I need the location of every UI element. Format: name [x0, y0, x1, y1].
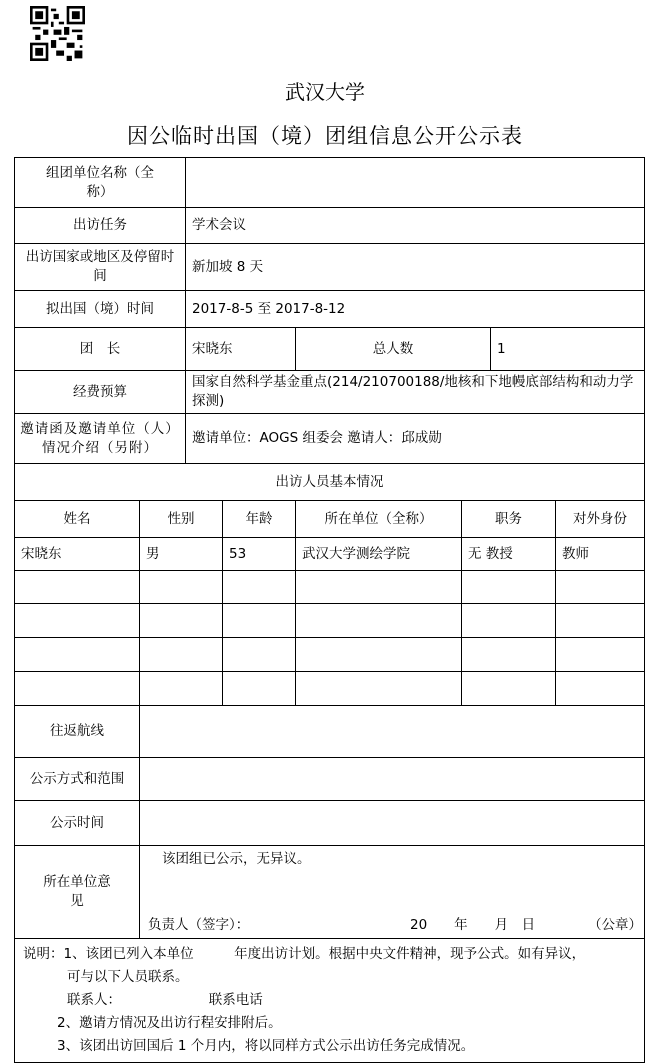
header-position: 职务 — [462, 501, 556, 538]
header-gender: 性别 — [140, 501, 223, 538]
member-age — [223, 672, 296, 706]
member-unit — [296, 571, 462, 604]
country-value: 新加坡 8 天 — [186, 244, 645, 291]
page-title: 因公临时出国（境）团组信息公开公示表 — [127, 124, 523, 148]
method-label: 公示方式和范围 — [15, 758, 140, 801]
task-label: 出访任务 — [15, 208, 186, 244]
member-identity: 教师 — [556, 538, 645, 571]
opinion-text: 该团组已公示，无异议。 — [162, 851, 311, 867]
route-value — [140, 706, 645, 758]
route-label: 往返航线 — [15, 706, 140, 758]
leader-value: 宋晓东 — [186, 328, 296, 371]
members-section-title: 出访人员基本情况 — [15, 464, 645, 501]
notes — [15, 939, 645, 1063]
header-unit: 所在单位（全称） — [296, 501, 462, 538]
member-unit — [296, 672, 462, 706]
table-row — [15, 571, 645, 604]
member-unit: 武汉大学测绘学院 — [296, 538, 462, 571]
sign-date: 20 年 月 日 — [410, 917, 536, 933]
table-row — [15, 604, 645, 638]
member-name — [15, 571, 140, 604]
member-unit — [296, 638, 462, 672]
note-line-1: 说明：1、该团已列入本单位 年度出访计划。根据中央文件精神，现予公式。如有异议， — [23, 946, 586, 962]
invite-value: 邀请单位：AOGS 组委会 邀请人：邱成勋 — [186, 414, 645, 464]
member-identity — [556, 604, 645, 638]
member-age — [223, 571, 296, 604]
time-value: 2017-8-5 至 2017-8-12 — [186, 291, 645, 328]
member-age — [223, 604, 296, 638]
member-position — [462, 604, 556, 638]
header-name: 姓名 — [15, 501, 140, 538]
member-identity — [556, 571, 645, 604]
budget-label: 经费预算 — [15, 371, 186, 414]
form-table — [14, 157, 645, 1063]
university-name: 武汉大学 — [285, 80, 365, 104]
country-label: 出访国家或地区及停留时间 — [15, 244, 186, 291]
period-label: 公示时间 — [15, 801, 140, 846]
member-position — [462, 571, 556, 604]
member-gender — [140, 638, 223, 672]
member-age: 53 — [223, 538, 296, 571]
total-value: 1 — [491, 328, 645, 371]
table-row — [15, 638, 645, 672]
period-value — [140, 801, 645, 846]
budget-value: 国家自然科学基金重点(214/210700188/地核和下地幔底部结构和动力学探测) — [186, 371, 645, 414]
member-name — [15, 672, 140, 706]
opinion-label: 所在单位意见 — [15, 846, 140, 939]
member-name — [15, 604, 140, 638]
total-label: 总人数 — [296, 328, 491, 371]
note-line-5: 3、该团出访回国后 1 个月内，将以同样方式公示出访任务完成情况。 — [57, 1038, 475, 1054]
member-position: 无 教授 — [462, 538, 556, 571]
note-line-2: 可与以下人员联系。 — [67, 969, 189, 985]
signer-label: 负责人（签字）： — [148, 917, 250, 933]
org-label: 组团单位名称（全称） — [15, 158, 186, 208]
opinion-cell — [140, 846, 645, 939]
leader-label: 团 长 — [15, 328, 186, 371]
member-age — [223, 638, 296, 672]
invite-label: 邀请函及邀请单位（人）情况介绍（另附） — [15, 414, 186, 464]
member-name: 宋晓东 — [15, 538, 140, 571]
member-name — [15, 638, 140, 672]
header-age: 年龄 — [223, 501, 296, 538]
time-label: 拟出国（境）时间 — [15, 291, 186, 328]
member-identity — [556, 672, 645, 706]
table-row — [15, 538, 645, 571]
member-identity — [556, 638, 645, 672]
note-line-3: 联系人： 联系电话 — [67, 992, 263, 1008]
note-line-4: 2、邀请方情况及出访行程安排附后。 — [57, 1015, 282, 1031]
member-position — [462, 638, 556, 672]
seal-label: （公章） — [588, 917, 643, 933]
member-gender — [140, 672, 223, 706]
header-identity: 对外身份 — [556, 501, 645, 538]
table-row — [15, 672, 645, 706]
member-position — [462, 672, 556, 706]
member-gender: 男 — [140, 538, 223, 571]
method-value — [140, 758, 645, 801]
org-value — [186, 158, 645, 208]
member-gender — [140, 604, 223, 638]
qr-code — [30, 6, 85, 61]
member-gender — [140, 571, 223, 604]
task-value: 学术会议 — [186, 208, 645, 244]
member-unit — [296, 604, 462, 638]
